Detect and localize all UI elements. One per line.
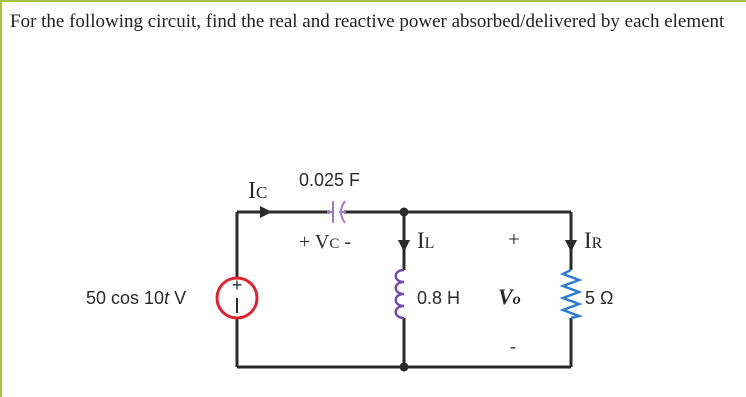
inductor-coil-icon [396,270,404,318]
resistor-zigzag-icon [563,270,579,318]
il-label: IL [417,228,435,253]
source-value-label: 50 cos 10t V [86,288,187,308]
il-arrow-icon [398,240,410,252]
source-plus-sign: + [231,275,243,295]
junction-node-top [400,208,409,217]
vo-minus-sign: - [510,336,516,356]
ic-label: IC [248,178,268,204]
ir-label: IR [584,228,603,253]
ic-arrow-icon [260,206,272,218]
vo-plus-sign: + [508,227,520,251]
capacitor-value-label: 0.025 F [299,170,361,190]
capacitor-symbol [327,201,346,223]
ir-arrow-icon [565,240,577,252]
vo-label: Vo [498,284,521,309]
vc-label: + VC - [299,231,352,253]
junction-node-bottom [400,363,409,372]
circuit-wires [237,212,571,367]
resistor-value-label: 5 Ω [585,288,614,308]
inductor-value-label: 0.8 H [417,288,461,308]
question-text: For the following circuit, find the real and reactive power absorbed/delivered by each element [10,11,725,32]
